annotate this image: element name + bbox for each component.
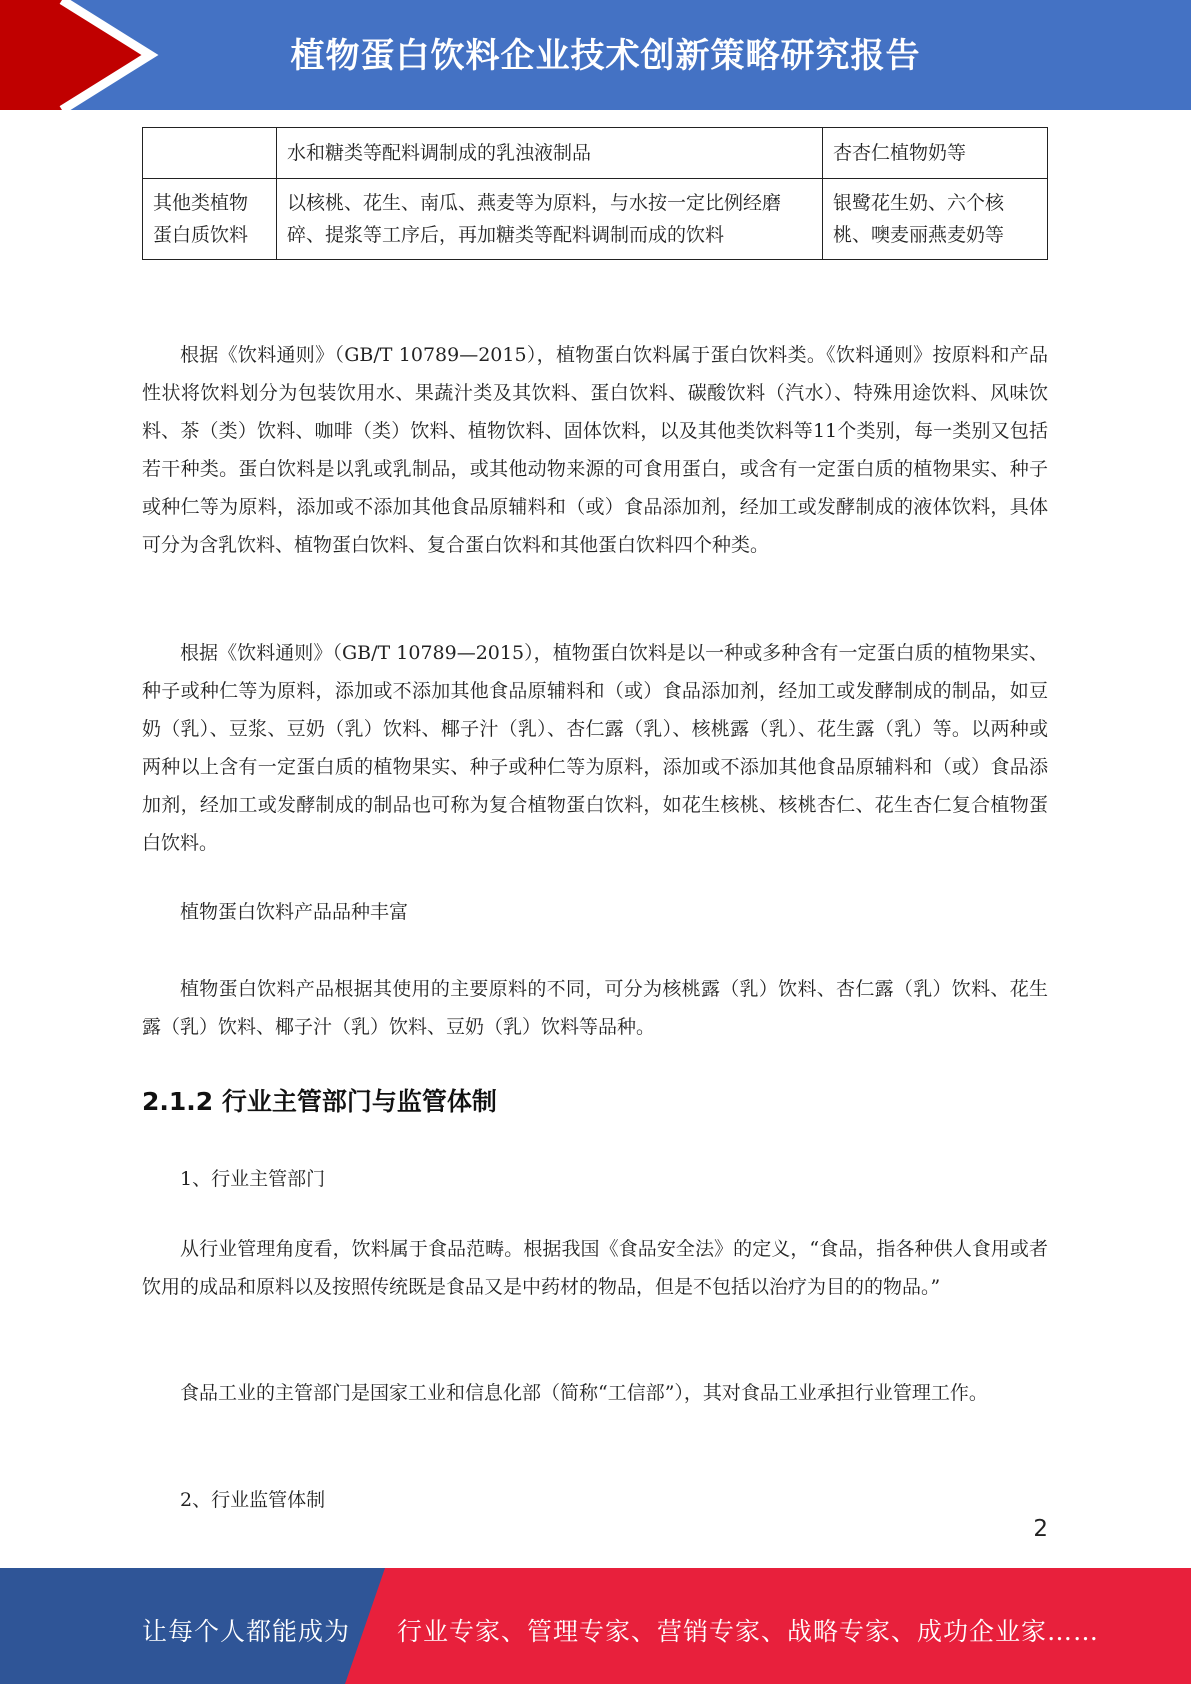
body-block-8 [142, 1481, 1048, 1519]
table-row [143, 128, 1048, 179]
classification-table [142, 127, 1048, 260]
page-number: 2 [1033, 1516, 1048, 1542]
paragraph-product-types: 植物蛋白饮料产品根据其使用的主要原料的不同，可分为核桃露（乳）饮料、杏仁露（乳）饮料、花生露（乳）饮料、椰子汁（乳）饮料、豆奶（乳）饮料等品种。 [142, 978, 1048, 1038]
body-block-3 [142, 893, 1048, 931]
table-cell-category [143, 128, 277, 179]
page-header [0, 0, 1191, 110]
table-cell-category: 其他类植物蛋白质饮料 [143, 179, 277, 260]
subheading-authority: 1、行业主管部门 [180, 1168, 326, 1190]
footer-slogan-right: 行业专家、管理专家、营销专家、战略专家、成功企业家…… [397, 1617, 1100, 1646]
paragraph-food-definition: 从行业管理角度看，饮料属于食品范畴。根据我国《食品安全法》的定义，“食品，指各种供人食用或者饮用的成品和原料以及按照传统既是食品又是中药材的物品，但是不包括以治疗为目的的物品。” [142, 1238, 1048, 1298]
body-block-2 [142, 634, 1048, 862]
paragraph-plant-protein-definition: 根据《饮料通则》（GB/T 10789—2015），植物蛋白饮料是以一种或多种含有一定蛋白质的植物果实、种子或种仁等为原料，添加或不添加其他食品原辅料和（或）食品添加剂，经加工或发酵制成的制品，如豆奶（乳）、豆浆、豆奶（乳）饮料、椰子汁（乳）、杏仁露（乳）、核桃露（乳）、花生露（乳）等。以两种或两种以上含有一定蛋白质的植物果实、种子或种仁等为原料，添加或不添加其他食品原辅料和（或）食品添加剂，经加工或发酵制成的制品也可称为复合植物蛋白饮料，如花生核桃、核桃杏仁、花生杏仁复合植物蛋白饮料。 [142, 642, 1048, 854]
paragraph-beverage-classification: 根据《饮料通则》（GB/T 10789—2015），植物蛋白饮料属于蛋白饮料类。《饮料通则》按原料和产品性状将饮料划分为包装饮用水、果蔬汁类及其饮料、蛋白饮料、碳酸饮料（汽水）、特殊用途饮料、风味饮料、茶（类）饮料、咖啡（类）饮料、植物饮料、固体饮料，以及其他类饮料等11个类别，每一类别又包括若干种类。蛋白饮料是以乳或乳制品，或其他动物来源的可食用蛋白，或含有一定蛋白质的植物果实、种子或种仁等为原料，添加或不添加其他食品原辅料和（或）食品添加剂，经加工或发酵制成的液体饮料，具体可分为含乳饮料、植物蛋白饮料、复合蛋白饮料和其他蛋白饮料四个种类。 [142, 344, 1048, 556]
page-footer [0, 1568, 1191, 1684]
table-row [143, 179, 1048, 260]
table-cell-description: 水和糖类等配料调制成的乳浊液制品 [277, 128, 823, 179]
body-block-1 [142, 336, 1048, 564]
table-cell-examples: 杏杏仁植物奶等 [823, 128, 1048, 179]
paragraph-product-variety: 植物蛋白饮料产品品种丰富 [180, 901, 409, 923]
footer-slogan-left: 让每个人都能成为 [142, 1617, 351, 1646]
paragraph-miit: 食品工业的主管部门是国家工业和信息化部（简称“工信部”），其对食品工业承担行业管理工作。 [180, 1382, 988, 1404]
section-heading-block [142, 1082, 1048, 1118]
body-block-6 [142, 1230, 1048, 1306]
body-block-4 [142, 970, 1048, 1046]
report-title: 植物蛋白饮料企业技术创新策略研究报告 [290, 36, 921, 76]
subheading-regulation: 2、行业监管体制 [180, 1489, 326, 1511]
table-cell-description: 以核桃、花生、南瓜、燕麦等为原料，与水按一定比例经磨碎、提浆等工序后，再加糖类等配料调制而成的饮料 [277, 179, 823, 260]
table-cell-examples: 银鹭花生奶、六个核桃、噢麦丽燕麦奶等 [823, 179, 1048, 260]
body-block-5 [142, 1160, 1048, 1198]
section-heading: 2.1.2 行业主管部门与监管体制 [142, 1087, 497, 1116]
body-block-7 [142, 1374, 1048, 1412]
